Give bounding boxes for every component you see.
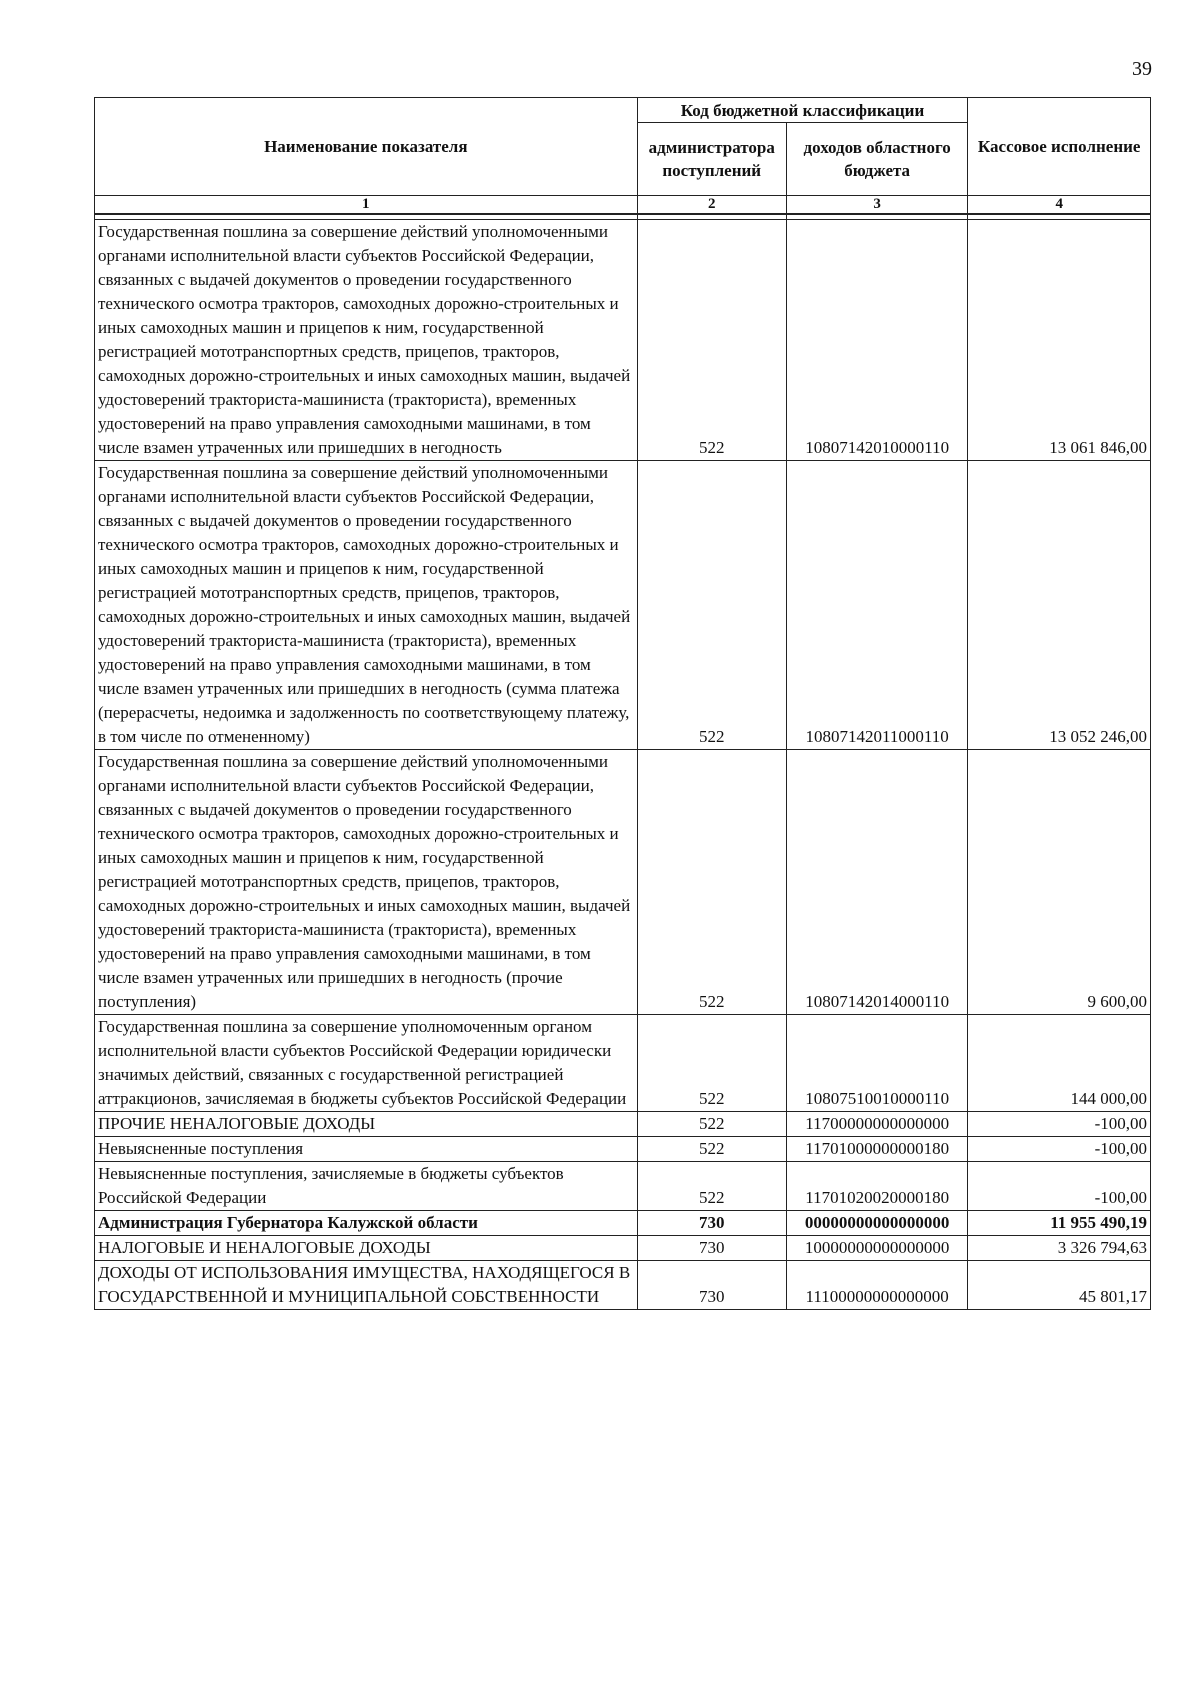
table-row xyxy=(95,220,1151,461)
income-code: 10807510010000110 xyxy=(786,1015,968,1112)
indicator-name: Государственная пошлина за совершение действий уполномоченными органами исполнительной власти субъектов Российской Федерации, связанных с выдачей документов о проведении государственного технического осмотра тракторов, самоходных дорожно-строительных и иных самоходных машин и прицепов к ним, государственной регистрацией мототранспортных средств, прицепов, тракторов, самоходных дорожно-строительных и иных самоходных машин, выдачей удостоверений тракториста-машиниста (тракториста), временных удостоверений на право управления самоходными машинами, в том числе взамен утраченных или пришедших в негодность xyxy=(95,220,638,461)
admin-code: 522 xyxy=(637,461,786,750)
indicator-name: Невыясненные поступления xyxy=(95,1137,638,1162)
table-row xyxy=(95,1112,1151,1137)
income-code: 10807142010000110 xyxy=(786,220,968,461)
table-row xyxy=(95,1015,1151,1112)
table-row xyxy=(95,461,1151,750)
admin-code: 522 xyxy=(637,1112,786,1137)
indicator-name: Государственная пошлина за совершение действий уполномоченными органами исполнительной власти субъектов Российской Федерации, связанных с выдачей документов о проведении государственного технического осмотра тракторов, самоходных дорожно-строительных и иных самоходных машин и прицепов к ним, государственной регистрацией мототранспортных средств, прицепов, тракторов, самоходных дорожно-строительных и иных самоходных машин, выдачей удостоверений тракториста-машиниста (тракториста), временных удостоверений на право управления самоходными машинами, в том числе взамен утраченных или пришедших в негодность (прочие поступления) xyxy=(95,750,638,1015)
admin-code: 522 xyxy=(637,1162,786,1211)
execution-amount: 13 061 846,00 xyxy=(968,220,1151,461)
execution-amount: 13 052 246,00 xyxy=(968,461,1151,750)
execution-amount: 3 326 794,63 xyxy=(968,1236,1151,1261)
admin-code: 730 xyxy=(637,1211,786,1236)
indicator-name: Государственная пошлина за совершение действий уполномоченными органами исполнительной власти субъектов Российской Федерации, связанных с выдачей документов о проведении государственного технического осмотра тракторов, самоходных дорожно-строительных и иных самоходных машин и прицепов к ним, государственной регистрацией мототранспортных средств, прицепов, тракторов, самоходных дорожно-строительных и иных самоходных машин, выдачей удостоверений тракториста-машиниста (тракториста), временных удостоверений на право управления самоходными машинами, в том числе взамен утраченных или пришедших в негодность (сумма платежа (перерасчеты, недоимка и задолженность по соответствующему платежу, в том числе по отмененному) xyxy=(95,461,638,750)
execution-amount: -100,00 xyxy=(968,1162,1151,1211)
admin-code: 730 xyxy=(637,1261,786,1310)
table-row xyxy=(95,1162,1151,1211)
column-number-2: 2 xyxy=(637,196,786,215)
execution-amount: 9 600,00 xyxy=(968,750,1151,1015)
header-execution: Кассовое исполнение xyxy=(968,98,1151,196)
income-code: 11700000000000000 xyxy=(786,1112,968,1137)
indicator-name: ДОХОДЫ ОТ ИСПОЛЬЗОВАНИЯ ИМУЩЕСТВА, НАХОДЯЩЕГОСЯ В ГОСУДАРСТВЕННОЙ И МУНИЦИПАЛЬНОЙ СОБСТВЕННОСТИ xyxy=(95,1261,638,1310)
table-row xyxy=(95,1261,1151,1310)
header-budget-code-group: Код бюджетной классификации xyxy=(637,98,968,123)
income-code: 10807142014000110 xyxy=(786,750,968,1015)
column-number-1: 1 xyxy=(95,196,638,215)
admin-code: 522 xyxy=(637,750,786,1015)
execution-amount: 11 955 490,19 xyxy=(968,1211,1151,1236)
income-code: 10807142011000110 xyxy=(786,461,968,750)
admin-code: 522 xyxy=(637,220,786,461)
income-code: 11701000000000180 xyxy=(786,1137,968,1162)
execution-amount: 45 801,17 xyxy=(968,1261,1151,1310)
execution-amount: -100,00 xyxy=(968,1112,1151,1137)
indicator-name: ПРОЧИЕ НЕНАЛОГОВЫЕ ДОХОДЫ xyxy=(95,1112,638,1137)
page-number: 39 xyxy=(1132,58,1152,80)
column-number-4: 4 xyxy=(968,196,1151,215)
budget-revenue-table xyxy=(94,97,1151,1310)
admin-code: 522 xyxy=(637,1137,786,1162)
table-row xyxy=(95,1137,1151,1162)
income-code: 11701020020000180 xyxy=(786,1162,968,1211)
income-code: 00000000000000000 xyxy=(786,1211,968,1236)
indicator-name: Невыясненные поступления, зачисляемые в бюджеты субъектов Российской Федерации xyxy=(95,1162,638,1211)
header-income-code: доходов областного бюджета xyxy=(786,123,968,196)
indicator-name: Государственная пошлина за совершение уполномоченным органом исполнительной власти субъектов Российской Федерации юридически значимых действий, связанных с государственной регистрацией аттракционов, зачисляемая в бюджеты субъектов Российской Федерации xyxy=(95,1015,638,1112)
execution-amount: 144 000,00 xyxy=(968,1015,1151,1112)
header-admin: администратора поступлений xyxy=(637,123,786,196)
header-name: Наименование показателя xyxy=(95,98,638,196)
income-code: 11100000000000000 xyxy=(786,1261,968,1310)
indicator-name: Администрация Губернатора Калужской области xyxy=(95,1211,638,1236)
table-row-total xyxy=(95,1211,1151,1236)
income-code: 10000000000000000 xyxy=(786,1236,968,1261)
execution-amount: -100,00 xyxy=(968,1137,1151,1162)
indicator-name: НАЛОГОВЫЕ И НЕНАЛОГОВЫЕ ДОХОДЫ xyxy=(95,1236,638,1261)
column-number-3: 3 xyxy=(786,196,968,215)
table-row xyxy=(95,1236,1151,1261)
admin-code: 730 xyxy=(637,1236,786,1261)
admin-code: 522 xyxy=(637,1015,786,1112)
table-row xyxy=(95,750,1151,1015)
